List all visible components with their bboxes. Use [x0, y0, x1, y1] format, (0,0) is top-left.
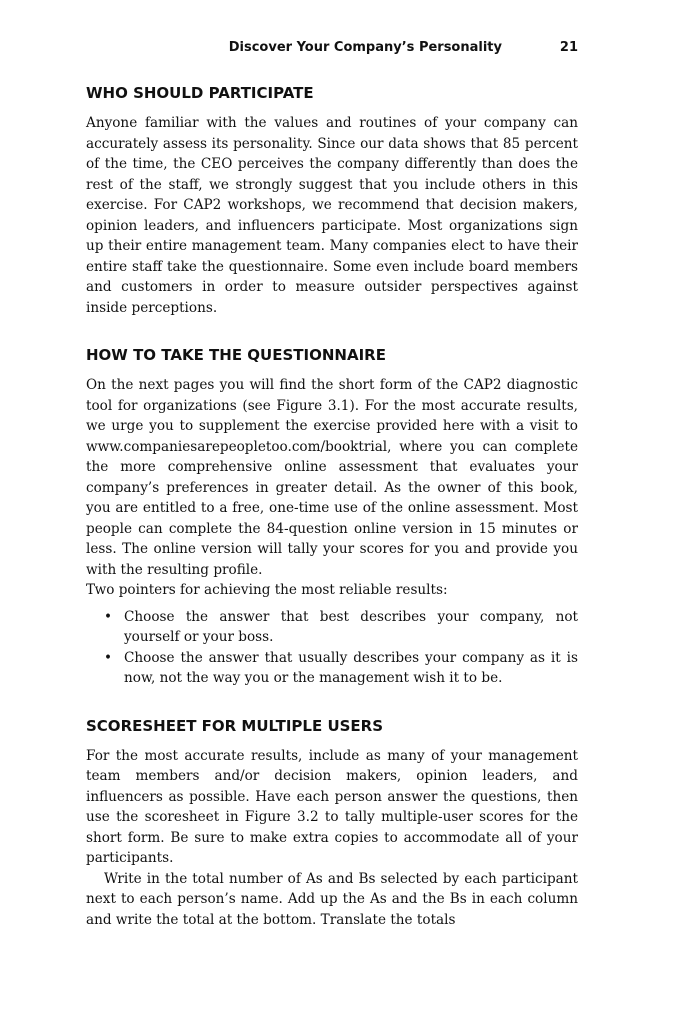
body-paragraph: On the next pages you will find the short form of the CAP2 diagnostic tool for organizations (see Figure 3.1). For the most accurate results, we urge you to supplement the exercise provided here with a visit to www.companiesarepeopletoo.com/booktrial, where you can complete the more comprehensive online assessment that evaluates your company’s preferences in greater detail. As the owner of this book, you are entitled to a free, one-time use of the online assessment. Most people can complete the 84-question online version in 15 minutes or less. The online version will tally your scores for you and provide you with the resulting profile. [86, 377, 578, 578]
list-item-text: Choose the answer that best describes your company, not yourself or your boss. [124, 608, 578, 645]
body-paragraph: Write in the total number of As and Bs selected by each participant next to each person’s name. Add up the As and the Bs in each column and write the total at the bottom. Translate the totals [86, 870, 578, 928]
bullet-icon: • [104, 649, 113, 666]
list-item [104, 607, 578, 648]
section-heading: HOW TO TAKE THE QUESTIONNAIRE [86, 346, 386, 364]
section-how-to-take [86, 344, 578, 689]
page-body [86, 82, 578, 930]
page-number: 21 [559, 40, 578, 55]
section-who-should-participate [86, 82, 578, 318]
body-paragraph: For the most accurate results, include as many of your management team members and/or decision makers, opinion leaders, and influencers as possible. Have each person answer the questions, then use the scoresheet in Figure 3.2 to tally multiple-user scores for the short form. Be sure to make extra copies to accommodate all of your participants. [86, 747, 578, 866]
bullet-icon: • [104, 608, 113, 625]
list-item [104, 648, 578, 689]
running-head-title: Discover Your Company’s Personality [228, 40, 502, 55]
running-head [86, 40, 578, 60]
body-paragraph: Anyone familiar with the values and routines of your company can accurately assess its personality. Since our data shows that 85 percent of the time, the CEO perceives the company differently than does the rest of the staff, we strongly suggest that you include others in this exercise. For CAP2 workshops, we recommend that decision makers, opinion leaders, and influencers participate. Most organizations sign up their entire management team. Many companies elect to have their entire staff take the questionnaire. Some even include board members and customers in order to measure outsider perspectives against inside perceptions. [86, 115, 578, 316]
section-heading: WHO SHOULD PARTICIPATE [86, 84, 314, 102]
section-heading: SCORESHEET FOR MULTIPLE USERS [86, 716, 384, 735]
section-scoresheet [86, 715, 578, 931]
bullet-list [86, 607, 578, 689]
list-item-text: Choose the answer that usually describes your company as it is now, not the way you or the management wish it to be. [124, 649, 578, 686]
pointers-intro: Two pointers for achieving the most reliable results: [86, 582, 448, 598]
